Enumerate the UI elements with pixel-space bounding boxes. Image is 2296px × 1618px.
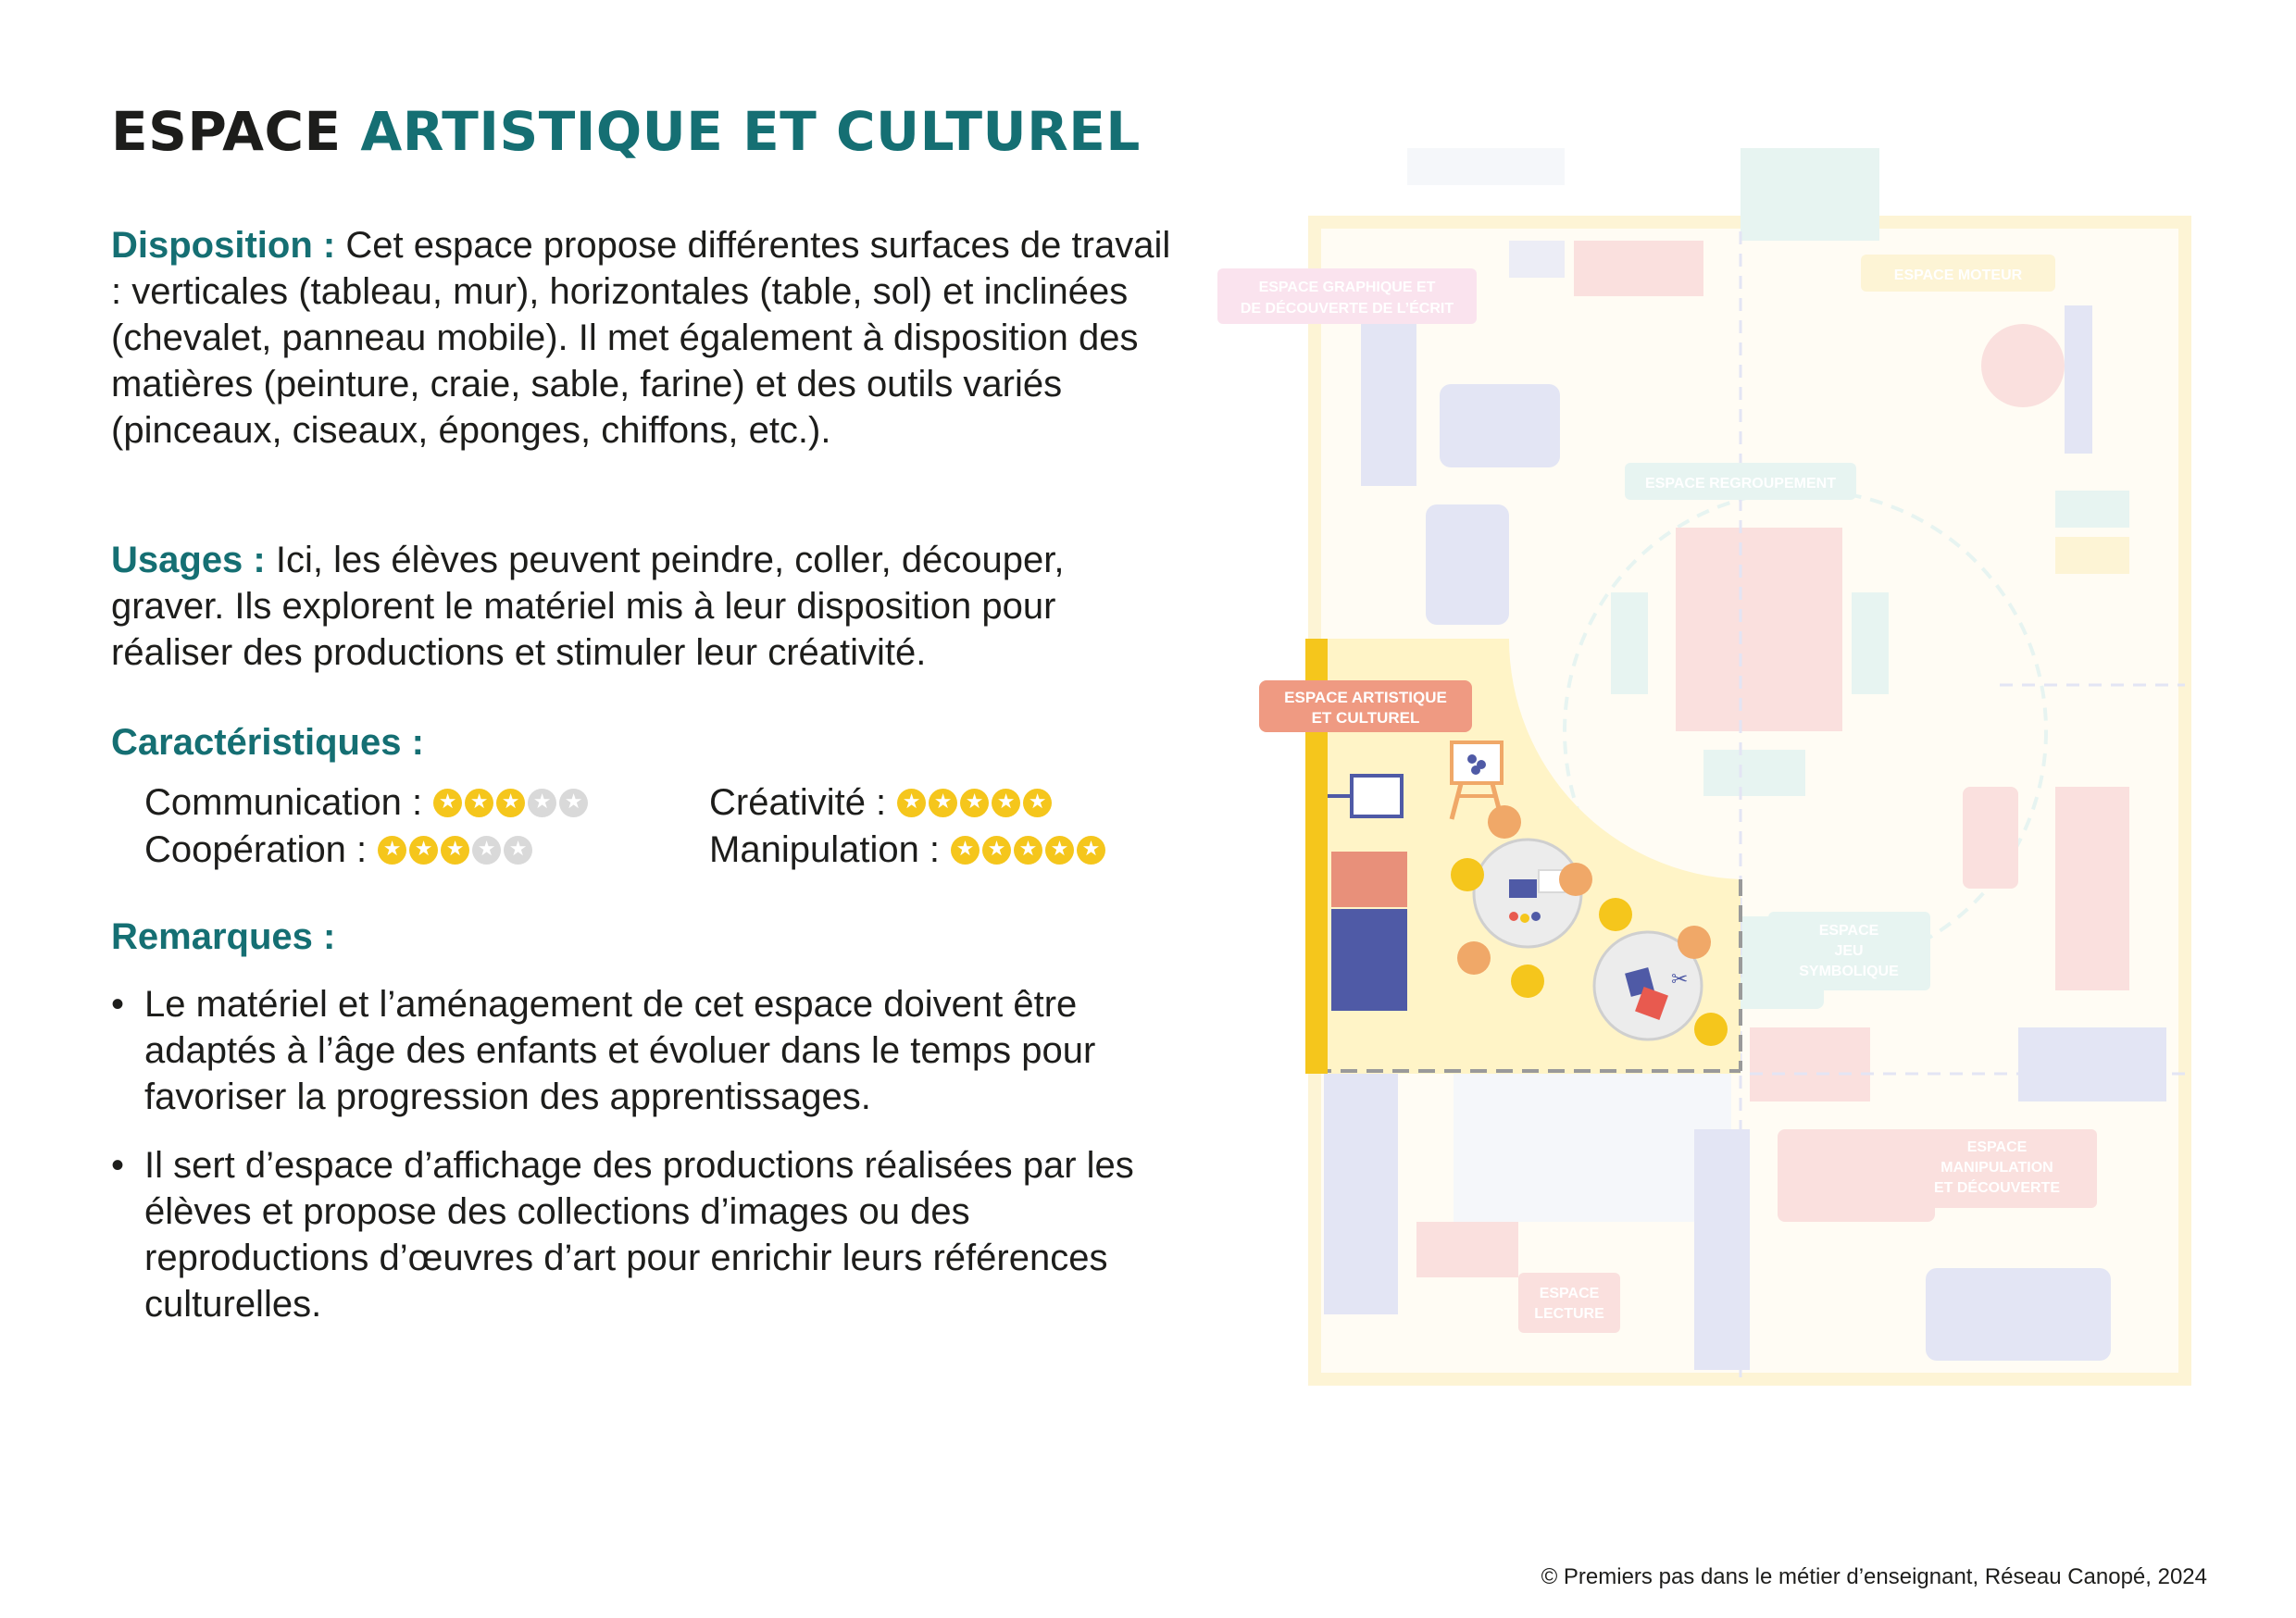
furniture-shape (2065, 305, 2092, 454)
floor-plan-svg (1204, 139, 2296, 1388)
stool (1457, 941, 1491, 975)
usages-label: Usages : (111, 540, 266, 580)
furniture-shape (1611, 592, 1648, 694)
furniture-shape (2055, 537, 2129, 574)
list-item: • Il sert d’espace d’affichage des productions réalisées par les élèves et propose des collections d’images ou des reproductions d’œuvres d’art pour enrichir leurs références culturelles. (111, 1142, 1185, 1327)
criterion-label: Coopération : (144, 829, 368, 870)
star-empty-icon: ★ (528, 789, 556, 817)
bench-shape (1676, 528, 1842, 731)
furniture-shape (1750, 1027, 1870, 1101)
stool (1511, 965, 1544, 998)
star-rating (897, 789, 1052, 817)
zone-label-text: LECTURE (1534, 1306, 1604, 1322)
round-table-left (1474, 840, 1581, 947)
board-shape (1352, 776, 1402, 816)
star-rating (433, 789, 588, 817)
zone-label-text: MANIPULATION (1940, 1160, 2053, 1176)
zone-label-text: ESPACE ARTISTIQUE (1284, 689, 1447, 706)
stool (1488, 805, 1521, 839)
star-filled-icon: ★ (951, 836, 980, 865)
window-shape (1407, 148, 1565, 185)
zone-label-text: ET CULTUREL (1311, 709, 1420, 727)
criterion-label: Manipulation : (709, 829, 941, 870)
star-empty-icon: ★ (559, 789, 588, 817)
disposition-text: Cet espace propose différentes surfaces de travail : verticales (tableau, mur), horizontales (table, sol) et inclinées (chevalet, panneau mobile). Il met également à disposition des matières (peinture, craie, sable, farine) et des outils variés (pinceaux, ciseaux, éponges, chiffons, etc.). (111, 225, 1171, 451)
zone-label-text: ESPACE MOTEUR (1893, 268, 2023, 283)
zone-label-text: JEU (1834, 943, 1864, 959)
title-part1: ESPACE (111, 100, 342, 163)
criterion-label: Communication : (144, 782, 423, 823)
table-shape (1440, 384, 1560, 467)
zone-label-lecture (1518, 1273, 1620, 1333)
zone-label-text: ESPACE REGROUPEMENT (1645, 476, 1836, 492)
furniture-shape (2018, 1027, 2166, 1101)
zone-label-text: ESPACE GRAPHIQUE ET (1258, 280, 1436, 295)
table-shape (1926, 1268, 2111, 1361)
star-filled-icon: ★ (929, 789, 957, 817)
furniture-shape (1852, 592, 1889, 694)
stool (1559, 863, 1592, 896)
star-filled-icon: ★ (1077, 836, 1105, 865)
star-filled-icon: ★ (441, 836, 469, 865)
furniture-shape (1703, 750, 1805, 796)
disposition-label: Disposition : (111, 225, 336, 266)
star-empty-icon: ★ (472, 836, 501, 865)
criterion-creativite (709, 779, 1052, 826)
furniture-shape (1361, 301, 1416, 486)
usages-text: Ici, les élèves peuvent peindre, coller, découper, graver. Ils explorent le matériel mis à leur disposition pour réaliser des productions et stimuler leur créativité. (111, 540, 1065, 673)
star-filled-icon: ★ (465, 789, 493, 817)
star-filled-icon: ★ (1045, 836, 1074, 865)
title-part2: ARTISTIQUE ET CULTUREL (360, 100, 1141, 163)
star-filled-icon: ★ (982, 836, 1011, 865)
star-filled-icon: ★ (897, 789, 926, 817)
door-shape (1741, 148, 1879, 241)
table-shape (1426, 504, 1509, 625)
star-rating (951, 836, 1105, 865)
star-filled-icon: ★ (1023, 789, 1052, 817)
remarques-list (111, 981, 1185, 1350)
star-filled-icon: ★ (378, 836, 406, 865)
criterion-manipulation (709, 827, 1105, 873)
classroom-floor-plan (1204, 139, 2296, 1388)
star-filled-icon: ★ (496, 789, 525, 817)
furniture-shape (2055, 491, 2129, 528)
furniture-shape (1416, 1222, 1518, 1277)
furniture-shape (2055, 787, 2129, 990)
stool (1451, 858, 1484, 891)
disposition-paragraph (111, 222, 1176, 454)
zone-label-text: ET DÉCOUVERTE (1933, 1180, 2061, 1196)
zone-label-text: DE DÉCOUVERTE DE L’ÉCRIT (1240, 301, 1454, 317)
criterion-communication (144, 779, 588, 826)
zone-label-text: ESPACE (1818, 923, 1879, 939)
furniture-shape (1509, 241, 1565, 278)
list-item: • Le matériel et l’aménagement de cet espace doivent être adaptés à l’âge des enfants et évoluer dans le temps pour favoriser la progression des apprentissages. (111, 981, 1185, 1120)
scissors-icon: ✂ (1671, 968, 1689, 991)
shelf-bottom (1331, 909, 1407, 1011)
star-rating (378, 836, 532, 865)
furniture-shape (1981, 324, 2065, 407)
zone-label-text: ESPACE (1966, 1139, 2028, 1155)
zone-label-text: ESPACE (1539, 1286, 1600, 1301)
star-filled-icon: ★ (960, 789, 989, 817)
stool (1599, 898, 1632, 931)
criterion-cooperation (144, 827, 532, 873)
star-filled-icon: ★ (409, 836, 438, 865)
criterion-label: Créativité : (709, 782, 887, 823)
stool (1678, 926, 1711, 959)
rug-shape (1454, 1074, 1731, 1222)
star-filled-icon: ★ (992, 789, 1020, 817)
usages-paragraph (111, 537, 1176, 676)
furniture-shape (1574, 241, 1703, 296)
remarques-heading: Remarques : (111, 916, 336, 957)
furniture-shape (1963, 787, 2018, 889)
stool (1694, 1013, 1728, 1046)
star-filled-icon: ★ (1014, 836, 1042, 865)
zone-label-text: SYMBOLIQUE (1799, 964, 1899, 979)
star-empty-icon: ★ (504, 836, 532, 865)
furniture-shape (1324, 1074, 1398, 1314)
page-title (111, 100, 1141, 163)
caracteristiques-heading: Caractéristiques : (111, 722, 424, 763)
copyright-footer: © Premiers pas dans le métier d’enseignant, Réseau Canopé, 2024 (1541, 1564, 2207, 1589)
shelf-top (1331, 852, 1407, 907)
star-filled-icon: ★ (433, 789, 462, 817)
